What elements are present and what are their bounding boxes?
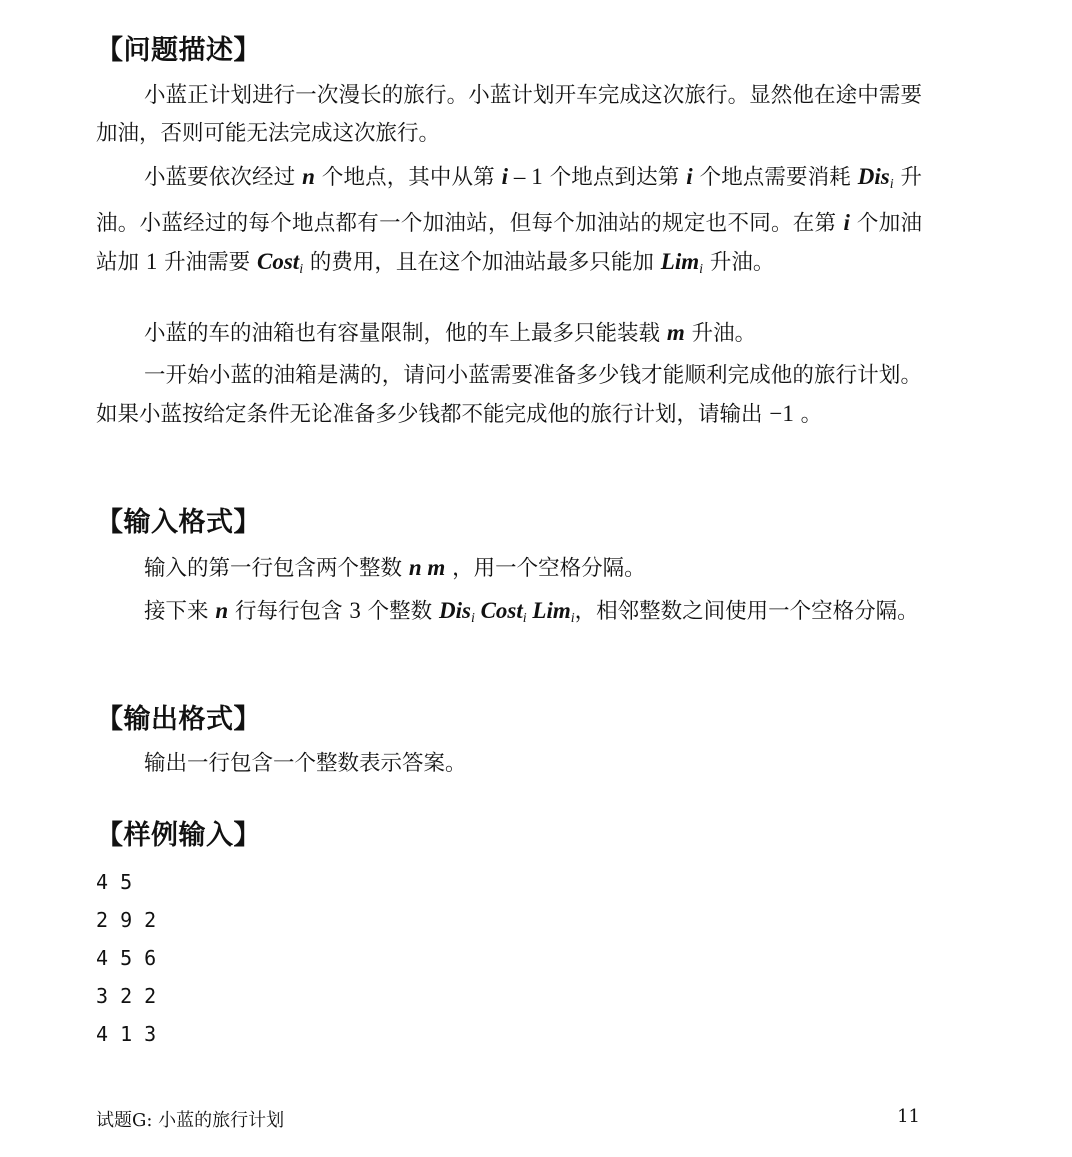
math-lim-base: Lim	[526, 598, 571, 623]
math-subscript: i	[522, 611, 527, 626]
problem-paragraph-4	[96, 357, 922, 434]
math-cost	[474, 598, 527, 626]
text-span: 的费用，且在这个加油站最多只能加	[303, 250, 661, 275]
text-span: ，用一个空格分隔。	[445, 556, 646, 581]
text-span: 个地点，其中从第	[314, 165, 502, 190]
math-var-i: i	[686, 164, 693, 189]
sample-line: 2 9 2	[96, 908, 157, 932]
text-span: 输入的第一行包含两个整数	[144, 556, 409, 581]
section-heading-sample: 【样例输入】	[96, 820, 261, 851]
math-subscript: i	[299, 262, 304, 277]
problem-paragraph-3	[96, 314, 922, 353]
math-dis-base: Dis	[857, 164, 890, 189]
math-var-n: n	[302, 164, 315, 189]
page-number: 11	[897, 1106, 920, 1127]
text-span: 升油。	[684, 321, 757, 346]
math-var-n: n	[215, 598, 229, 623]
text-span: 。	[793, 402, 823, 427]
input-paragraph-1	[96, 549, 922, 588]
text-span: 个地点到达第	[542, 165, 687, 190]
math-lim	[660, 249, 703, 277]
section-heading-output: 【输出格式】	[96, 704, 261, 735]
math-cost-base: Cost	[474, 598, 523, 623]
math-cost	[257, 249, 304, 277]
output-paragraph-1: 输出一行包含一个整数表示答案。	[144, 751, 467, 776]
text-span: 小蓝的车的油箱也有容量限制，他的车上最多只能装载	[144, 321, 667, 346]
sample-line: 4 5 6	[96, 946, 157, 970]
math-subscript: i	[699, 262, 703, 277]
math-minus-one: – 1	[508, 164, 543, 189]
math-lim-base: Lim	[660, 249, 700, 274]
math-dis-base: Dis	[438, 598, 471, 623]
text-span: 升油。	[703, 250, 775, 275]
math-var-m: m	[666, 320, 685, 345]
section-heading-problem: 【问题描述】	[96, 35, 261, 66]
sample-line: 3 2 2	[96, 984, 157, 1008]
math-lim	[526, 598, 575, 626]
math-subscript: i	[570, 611, 575, 626]
text-span: 一开始小蓝的油箱是满的，请问小蓝需要准备多少钱才能顺利完成他的旅行计划。如果小蓝按给定条件无论准备多少钱都不能完成他的旅行计划，请输出	[96, 363, 922, 427]
footer-title: 试题G: 小蓝的旅行计划	[96, 1110, 285, 1131]
math-vars-n-m: n m	[408, 555, 446, 580]
math-dis	[438, 598, 475, 626]
text-span: 小蓝要依次经过	[144, 165, 303, 190]
math-number: 3	[349, 598, 361, 623]
text-span: 升油需要	[157, 250, 258, 275]
text-span: 接下来	[144, 599, 216, 624]
input-paragraph-2	[96, 592, 922, 638]
text-span: ，相邻整数之间使用一个空格分隔。	[574, 599, 919, 624]
math-subscript: i	[470, 611, 475, 626]
math-dis	[857, 164, 894, 192]
text-span: 个加油站加	[96, 211, 922, 275]
problem-paragraph-2	[96, 158, 922, 289]
sample-line: 4 1 3	[96, 1022, 157, 1046]
math-subscript: i	[889, 177, 894, 192]
math-var-i: i	[501, 164, 509, 189]
section-heading-input: 【输入格式】	[96, 507, 261, 538]
math-var-i: i	[843, 210, 850, 235]
text-span: 个整数	[360, 599, 439, 624]
text-span: 行每行包含	[228, 599, 350, 624]
text-span: 升油。小蓝经过的每个地点都有一个加油站，但每个加油站的规定也不同。在第	[96, 165, 923, 236]
sample-line: 4 5	[96, 870, 133, 894]
math-cost-base: Cost	[257, 249, 300, 274]
problem-paragraph-1: 小蓝正计划进行一次漫长的旅行。小蓝计划开车完成这次旅行。显然他在途中需要加油，否则可能无法完成这次旅行。	[96, 83, 922, 146]
math-negative-one: −1	[769, 401, 794, 426]
math-number: 1	[145, 249, 158, 274]
text-span: 个地点需要消耗	[692, 165, 858, 190]
